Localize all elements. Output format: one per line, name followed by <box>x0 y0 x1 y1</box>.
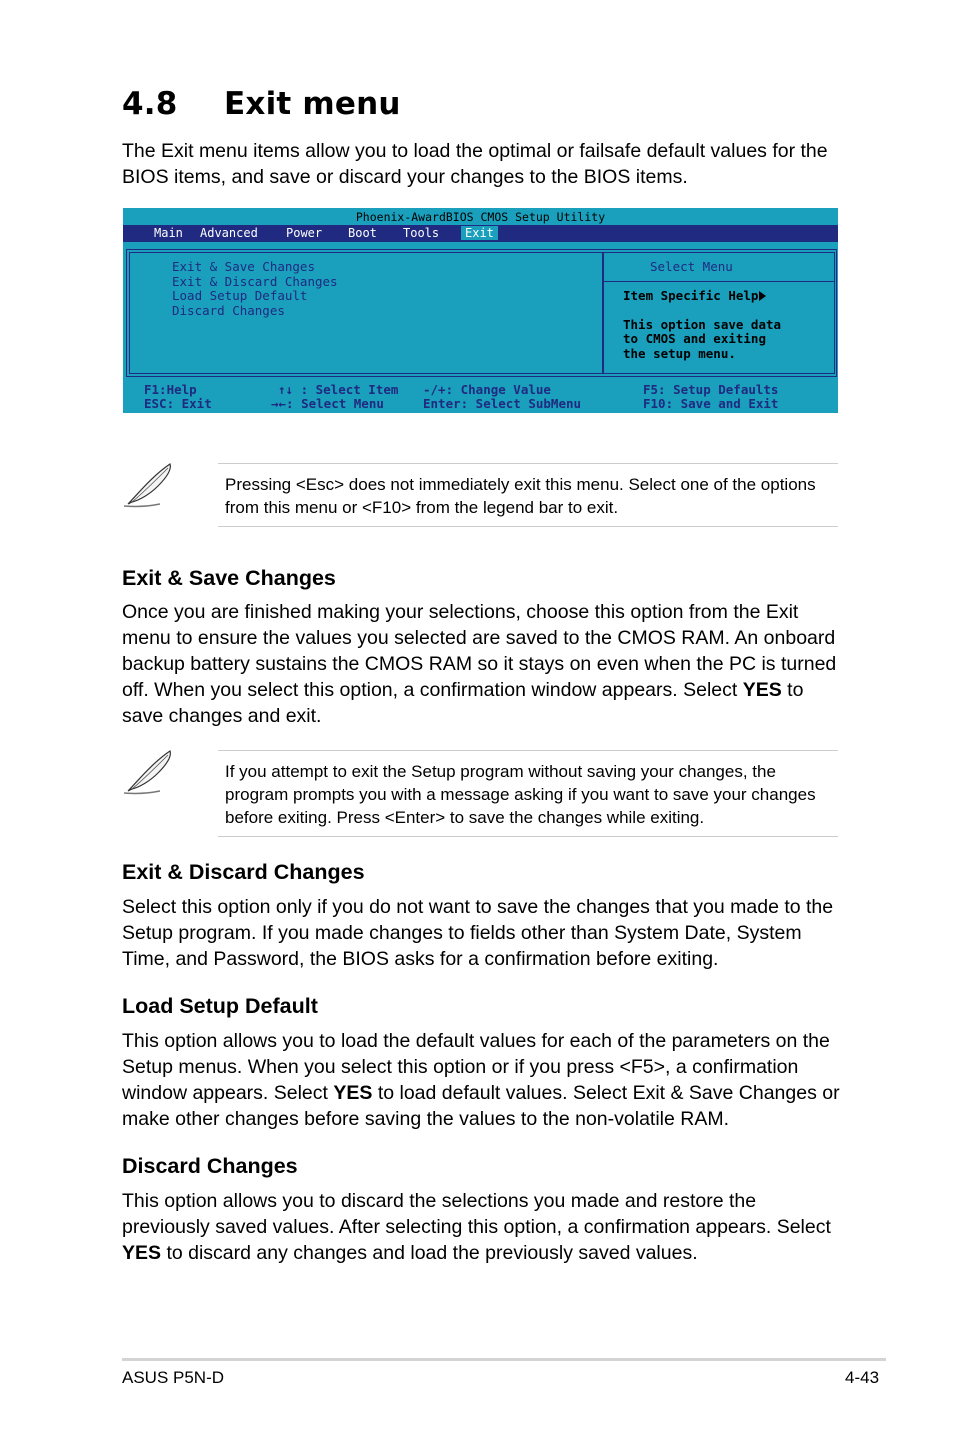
bios-options-panel <box>129 252 603 374</box>
paragraph-discard-text: This option allows you to discard the selections you made and restore the previously saved values. After selecting this option, a confirmation appears. Select <box>122 1190 831 1238</box>
section-title: Exit menu <box>224 86 401 122</box>
bios-help-title-label: Item Specific Help <box>623 288 759 303</box>
bios-help-header-label: Select Menu <box>650 259 733 274</box>
heading-exit-save: Exit & Save Changes <box>122 566 336 590</box>
note-box-unsaved <box>218 750 838 837</box>
pen-note-icon <box>122 747 176 795</box>
legend-leftright: →←: Select Menu <box>271 396 384 411</box>
bios-title: Phoenix-AwardBIOS CMOS Setup Utility <box>355 210 606 224</box>
page-title <box>122 86 401 122</box>
bios-option-exit-save[interactable]: Exit & Save Changes <box>172 259 315 274</box>
legend-esc: ESC: Exit <box>144 396 212 411</box>
paragraph-exit-discard: Select this option only if you do not want to save the changes that you made to the Setup program. If you made changes to fields other than System Date, System Time, and Password, the BIOS asks for a confirmation before exiting. <box>122 896 834 970</box>
footer-divider <box>122 1358 886 1361</box>
section-number: 4.8 <box>122 86 178 122</box>
note-box-esc <box>218 463 838 527</box>
bios-menu-boot[interactable]: Boot <box>348 226 377 240</box>
bios-option-exit-discard[interactable]: Exit & Discard Changes <box>172 274 338 289</box>
legend-f1: F1:Help <box>144 382 197 397</box>
note-text-esc: Pressing <Esc> does not immediately exit this menu. Select one of the options from this menu or <F10> from the legend bar to exit. <box>225 475 816 517</box>
bios-legend-bar <box>123 380 838 413</box>
legend-enter: Enter: Select SubMenu <box>423 396 582 411</box>
bios-menu-main[interactable]: Main <box>154 226 183 240</box>
heading-load-default: Load Setup Default <box>122 994 318 1018</box>
legend-f5: F5: Setup Defaults <box>643 382 779 397</box>
bold-yes: YES <box>122 1242 162 1264</box>
bios-help-panel <box>603 252 835 374</box>
heading-exit-discard: Exit & Discard Changes <box>122 860 365 884</box>
bios-help-header <box>604 253 834 282</box>
triangle-right-icon <box>758 291 767 301</box>
note-text-unsaved: If you attempt to exit the Setup program without saving your changes, the program prompts you with a message asking if you want to save your changes before exiting. Press <Enter> to save the changes while exiting. <box>225 762 816 827</box>
heading-discard: Discard Changes <box>122 1154 298 1178</box>
bios-help-line-2: to CMOS and exiting <box>623 331 766 346</box>
bios-menu-advanced[interactable]: Advanced <box>200 226 258 240</box>
bios-menu-tools[interactable]: Tools <box>403 226 440 240</box>
paragraph-load-default <box>122 1028 842 1132</box>
paragraph-discard <box>122 1188 842 1266</box>
paragraph-exit-save-text-end: to save changes and exit. <box>122 679 804 727</box>
bold-yes: YES <box>333 1082 373 1104</box>
bios-option-load-default[interactable]: Load Setup Default <box>172 288 308 303</box>
paragraph-load-default-text-end: to load default values. Select Exit & Save Changes or make other changes before saving the values to the non-volatile RAM. <box>122 1082 840 1130</box>
paragraph-exit-save <box>122 599 847 729</box>
legend-f10: F10: Save and Exit <box>643 396 779 411</box>
bios-menu-exit[interactable]: Exit <box>461 226 498 240</box>
paragraph-load-default-text: This option allows you to load the default values for each of the parameters on the Setup menus. When you select this option or if you press <F5>, a confirmation window appears. Select <box>122 1030 830 1104</box>
legend-updown: ↑↓ : Select Item <box>278 382 399 397</box>
bios-body <box>126 249 837 377</box>
bios-help-line-3: the setup menu. <box>623 346 736 361</box>
pen-note-icon <box>122 460 176 508</box>
bios-menu-power[interactable]: Power <box>286 226 323 240</box>
bold-yes: YES <box>742 679 782 701</box>
paragraph-discard-text-end: to discard any changes and load the previously saved values. <box>161 1242 698 1264</box>
bios-help-title <box>623 288 767 303</box>
bios-screen <box>123 208 838 413</box>
intro-paragraph: The Exit menu items allow you to load the optimal or failsafe default values for the BIOS items, and save or discard your changes to the BIOS items. <box>122 140 828 188</box>
bios-help-line-1: This option save data <box>623 317 782 332</box>
footer-page-number: 4-43 <box>845 1368 880 1387</box>
bios-option-discard[interactable]: Discard Changes <box>172 303 285 318</box>
footer-product: ASUS P5N-D <box>122 1368 225 1387</box>
legend-plusminus: -/+: Change Value <box>423 382 551 397</box>
bios-menubar <box>123 225 838 242</box>
paragraph-exit-save-text: Once you are finished making your selections, choose this option from the Exit menu to ensure the values you selected are saved to the CMOS RAM. An onboard backup battery sustains the CMOS RAM so it stays on even when the PC is turned off. When you select this option, a confirmation window appears. Select <box>122 601 837 701</box>
